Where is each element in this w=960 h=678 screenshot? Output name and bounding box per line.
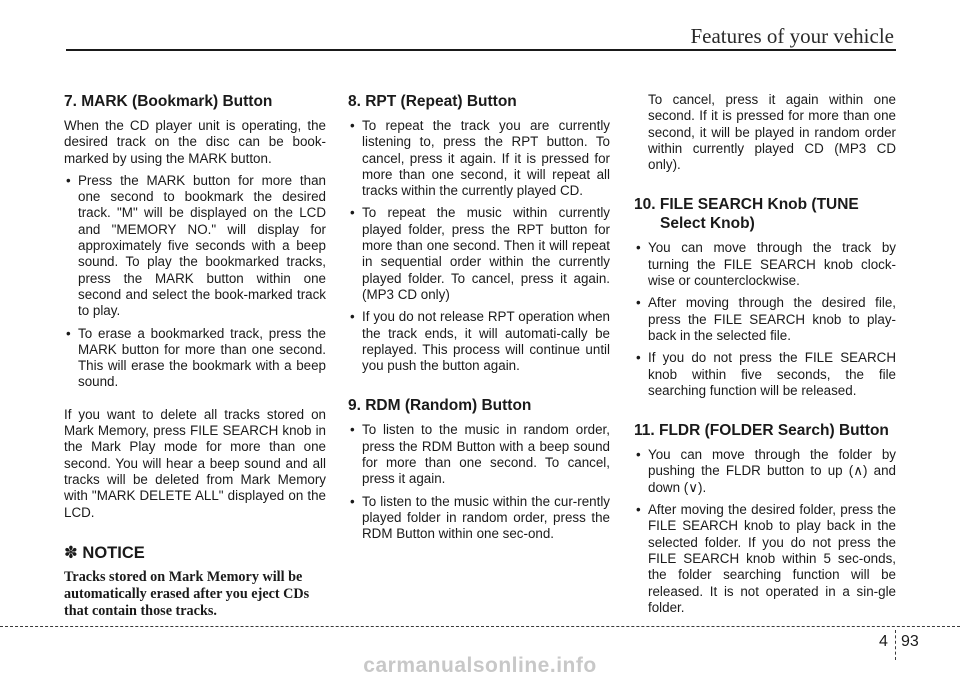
footer-rule	[0, 626, 960, 627]
list-item: • To repeat the track you are currently listening to, press the RPT button. To cancel, press it again. If it is pressed for more than one second, it will repeat all tracks within the currently played CD.	[348, 118, 610, 199]
rpt-bullet-list	[348, 118, 610, 374]
list-item: • You can move through the track by turning the FILE SEARCH knob clock-wise or counterclockwise.	[634, 240, 896, 289]
section-heading-file-search: 10. FILE SEARCH Knob (TUNE Select Knob)	[634, 196, 859, 233]
file-search-bullet-list	[634, 240, 896, 399]
list-item: • To erase a bookmarked track, press the MARK button for more than one second. This will erase the bookmark with a beep sound.	[64, 326, 326, 391]
section-heading-mark: 7. MARK (Bookmark) Button	[64, 93, 273, 110]
list-item: • Press the MARK button for more than one second to bookmark the desired track. "M" will be displayed on the LCD and "MEMORY NO." will display for approximately five seconds with a beep sound. To play the bookmarked tracks, press the MARK button within one second and select the book-marked track to play.	[64, 173, 326, 320]
page-chapter-number: 4	[879, 633, 888, 650]
mark-bullet-list	[64, 173, 326, 391]
watermark: carmanualsonline.info	[363, 654, 597, 677]
notice-heading: ✽ NOTICE	[64, 543, 145, 562]
column-1	[64, 92, 326, 620]
list-item: • After moving through the desired file, press the FILE SEARCH knob to play-back in the selected file.	[634, 295, 896, 344]
rdm-bullet-list	[348, 422, 610, 542]
section-heading-rdm: 9. RDM (Random) Button	[348, 397, 532, 415]
page-number: 93	[901, 633, 919, 650]
column-3	[634, 92, 896, 622]
list-item: • You can move through the folder by pushing the FLDR button to up (∧) and down (∨).	[634, 447, 896, 496]
list-item: • To listen to the music in random order, press the RDM Button with a beep sound for more than one second. To cancel, press it again.	[348, 422, 610, 487]
mark-intro: When the CD player unit is operating, the desired track on the disc can be book-marked by using the MARK button.	[64, 118, 326, 166]
list-item: • To listen to the music within the cur-rently played folder in random order, press the RDM Button within one sec-ond.	[348, 494, 610, 543]
fldr-bullet-list	[634, 447, 896, 616]
list-item: • After moving the desired folder, press the FILE SEARCH knob to play back in the selected folder. If you do not press the FILE SEARCH knob within 5 sec-onds, the folder searching function will be released. It is not operated in a sin-gle folder.	[634, 502, 896, 616]
header-rule	[66, 49, 896, 51]
section-heading-rpt: 8. RPT (Repeat) Button	[348, 93, 517, 110]
column-2	[348, 92, 610, 549]
section-heading-fldr: 11. FLDR (FOLDER Search) Button	[634, 422, 889, 440]
list-item: • If you do not press the FILE SEARCH knob within five seconds, the file searching function will be released.	[634, 350, 896, 399]
list-item: • To repeat the music within currently played folder, press the RPT button for more than one second. Then it will repeat in sequential order within the currently played folder. To cancel, press it again. (MP3 CD only)	[348, 205, 610, 303]
list-item: • If you do not release RPT operation when the track ends, it will automati-cally be replayed. This process will continue until you push the button again.	[348, 309, 610, 374]
mark-delete-paragraph: If you want to delete all tracks stored on Mark Memory, press FILE SEARCH knob in the Mark Play mode for more than one second. You will hear a beep sound and all tracks will be deleted from Mark Memory with "MARK DELETE ALL" displayed on the LCD.	[64, 406, 326, 520]
notice-text: Tracks stored on Mark Memory will be automatically erased after you eject CDs that contain those tracks.	[64, 568, 310, 619]
rdm-continued-text: To cancel, press it again within one second. If it is pressed for more than one second, it will be played in random order within currently played CD (MP3 CD only).	[648, 92, 896, 173]
header-title: Features of your vehicle	[690, 24, 894, 48]
